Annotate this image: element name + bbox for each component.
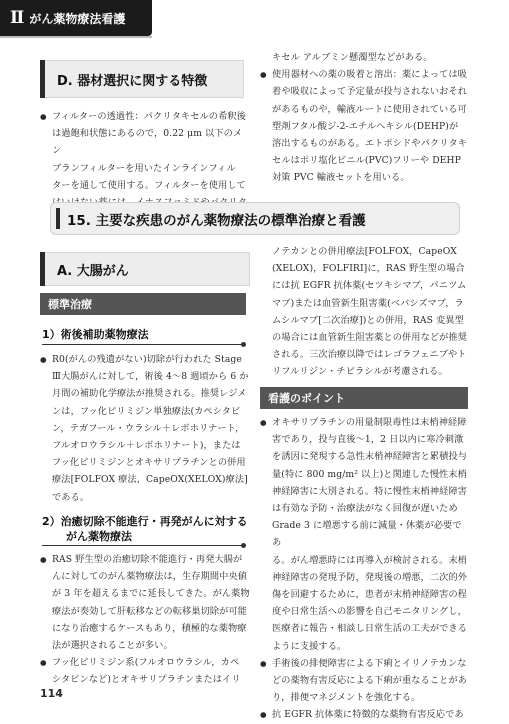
adsorption-bullet [260, 66, 470, 186]
right-top-column [260, 49, 470, 187]
text-line: ムシルマブ[二次治療])との併用，RAS 変異型 [272, 314, 464, 326]
text-line: ● R0(がんの残遺がない)切除が行われた Stage [52, 354, 242, 365]
text-line: る。がん増悪時には再導入が検討される。末梢 [272, 554, 468, 566]
text-line: フルオロウラシル＋レボホリナート)，または [52, 440, 241, 452]
heading-accent-bar [40, 252, 45, 286]
standard-treatment-label: 標準治療 [48, 298, 92, 311]
section-15-title: 15. 主要な疾患のがん薬物療法の標準治療と看護 [67, 212, 366, 229]
right-middle-column [260, 243, 470, 381]
text-line: 溶出するものがある。エトポシドやパクリタキ [272, 138, 468, 150]
header-underline [0, 36, 152, 38]
text-line: シタビンなど)とオキサリプラチンまたはイリ [52, 674, 241, 686]
section-15-heading [50, 202, 460, 235]
standard-treatment-bar [40, 293, 246, 315]
text-line: フッ化ピリミジンとオキサリプラチンとの併用 [52, 457, 246, 469]
text-line: の場合には血管新生阻害薬との併用などが推奨 [272, 332, 468, 344]
text-line: が 3 年を超えるまでに延長してきた。がん薬物 [52, 588, 250, 600]
section-d-title: D. 器材選択に関する特徴 [57, 73, 208, 89]
section-a-heading [40, 252, 250, 286]
text-line: ンは，フッ化ピリミジン単独療法(カペシタビ [52, 405, 241, 417]
text-line: ノテカンとの併用療法[FOLFOX，CapeOX [272, 246, 457, 257]
text-line: ● 手術後の排便障害による下痢とイリノテカンな [272, 657, 467, 669]
text-line: ブランフィルターを用いたインラインフィル [52, 162, 236, 174]
subheading-rule [42, 344, 245, 345]
nursing-points-label: 看護のポイント [268, 392, 345, 405]
text-line: ン，テガフール・ウラシル＋レボホリナート， [52, 422, 245, 434]
text-line: キセル アルブミン懸濁型などがある。 [272, 52, 433, 63]
section-a-title: A. 大腸がん [57, 263, 129, 279]
fluoropyrimidine-bullet [40, 654, 250, 688]
subheading-unresectable: 2）治癒切除不能進行・再発がんに対する がん薬物療法 [42, 515, 248, 543]
text-line: ● オキサリプラチンの用量制限毒性は末梢神経障 [272, 417, 467, 428]
text-line: は有効な予防・治療法がなく回復が遅いため [272, 503, 458, 515]
text-line: 着や吸収によって予定量が投与されないおそれ [272, 86, 468, 98]
text-line: 神経障害に大別される。特に慢性末梢神経障害 [272, 485, 468, 497]
text-line: ● 抗 EGFR 抗体薬に特徴的な薬物有害反応であ [272, 709, 464, 721]
adjuvant-bullet [40, 351, 250, 506]
text-line: 月間の補助化学療法が推奨される。推奨レジメ [52, 388, 247, 400]
heading-accent-bar [56, 208, 60, 229]
chapter-header [0, 0, 152, 36]
text-line: になり治癒するケースもあり，積極的な薬物療 [52, 622, 247, 634]
text-line: ● フィルターの透過性：パクリタキセルの希釈後 [52, 111, 246, 122]
ras-bullet [40, 551, 250, 654]
text-line: ● フッ化ピリミジン系(フルオロウラシル，カペ [52, 657, 240, 669]
filter-bullet [40, 108, 250, 211]
subheading-adjuvant: 1）術後補助薬物療法 [42, 328, 149, 341]
chapter-number: Ⅱ [10, 8, 25, 28]
text-line: 医療者に報告・相談し日常生活の工夫ができる [272, 623, 468, 635]
left-top-column [40, 108, 250, 211]
text-line: は過飽和状態にあるので，0.22 μm 以下のメン [52, 128, 243, 157]
chapter-title: がん薬物療法看護 [29, 11, 126, 26]
text-line: んに対してのがん薬物療法は，生存期間中央値 [52, 571, 248, 583]
text-line: 量(特に 800 mg/m² 以上)と関連した慢性末梢 [272, 468, 467, 480]
text-line: される。三次治療以降ではレゴラフェニブやト [272, 349, 467, 361]
nursing-points-bar [260, 387, 468, 409]
egfr-bullet [260, 706, 470, 723]
text-line: ● RAS 野生型の治癒切除不能進行・再発大腸が [52, 554, 243, 565]
page-number: 114 [40, 687, 63, 700]
nursing-column [260, 414, 470, 724]
text-line: 傷を回避するために，患者が末梢神経障害の程 [272, 589, 468, 601]
text-line: を誘因に発現する急性末梢神経障害と累積投与 [272, 451, 468, 463]
unresectable-column [40, 551, 250, 689]
text-line: Ⅲ大腸がんに対して，術後 4～8 週頃から 6 か [52, 371, 249, 383]
adjuvant-column [40, 351, 250, 506]
text-line: 療法が奏効して肝転移などの転移巣切除が可能 [52, 605, 248, 617]
text-line: には抗 EGFR 抗体薬(セツキシマブ，パニツム [272, 280, 467, 292]
text-line: 療法[FOLFOX 療法，CapeOX(XELOX)療法] [52, 474, 248, 486]
text-line: ● 使用器材への薬の吸着と溶出：薬によっては吸 [272, 69, 468, 81]
text-line: である。 [52, 491, 90, 503]
text-line: ターを通して使用する。フィルターを使用して [52, 179, 246, 191]
diarrhea-bullet [260, 655, 470, 707]
text-line: リフルリジン・チピラシルが考慮される。 [272, 366, 448, 378]
text-line: Grade 3 に増悪する前に減量・休薬が必要であ [272, 520, 462, 549]
section-d-heading [40, 60, 244, 98]
text-line: 塑剤フタル酸ジ-2-エチルヘキシル(DEHP)が [272, 120, 459, 132]
text-line: 神経障害の発現予防，発現後の増悪，二次的外 [272, 571, 468, 583]
text-line: ように支援する。 [272, 640, 347, 652]
subheading-rule [42, 545, 245, 546]
text-line: り，排便マネジメントを強化する。 [272, 692, 421, 704]
text-line: 法が選択されることが多い。 [52, 640, 173, 652]
text-line: 害であり，投与直後～1，2 日以内に寒冷刺激 [272, 434, 464, 446]
heading-accent-bar [40, 60, 45, 98]
text-line: セルはポリ塩化ビニル(PVC)フリーや DEHP [272, 155, 461, 167]
text-line: があるものや，輸液ルートに使用されている可 [272, 103, 467, 115]
text-line: (XELOX)，FOLFIRI]に，RAS 野生型の場合 [272, 263, 465, 275]
text-line: どの薬物有害反応による下痢が重なることがあ [272, 675, 468, 687]
text-line: 対策 PVC 輸液セットを用いる。 [272, 172, 410, 184]
text-line: マブ)または血管新生阻害薬(ベバシズマブ，ラ [272, 297, 464, 309]
oxaliplatin-bullet [260, 414, 470, 655]
text-line: 度や日常生活への影響を自己モニタリングし， [272, 606, 467, 618]
